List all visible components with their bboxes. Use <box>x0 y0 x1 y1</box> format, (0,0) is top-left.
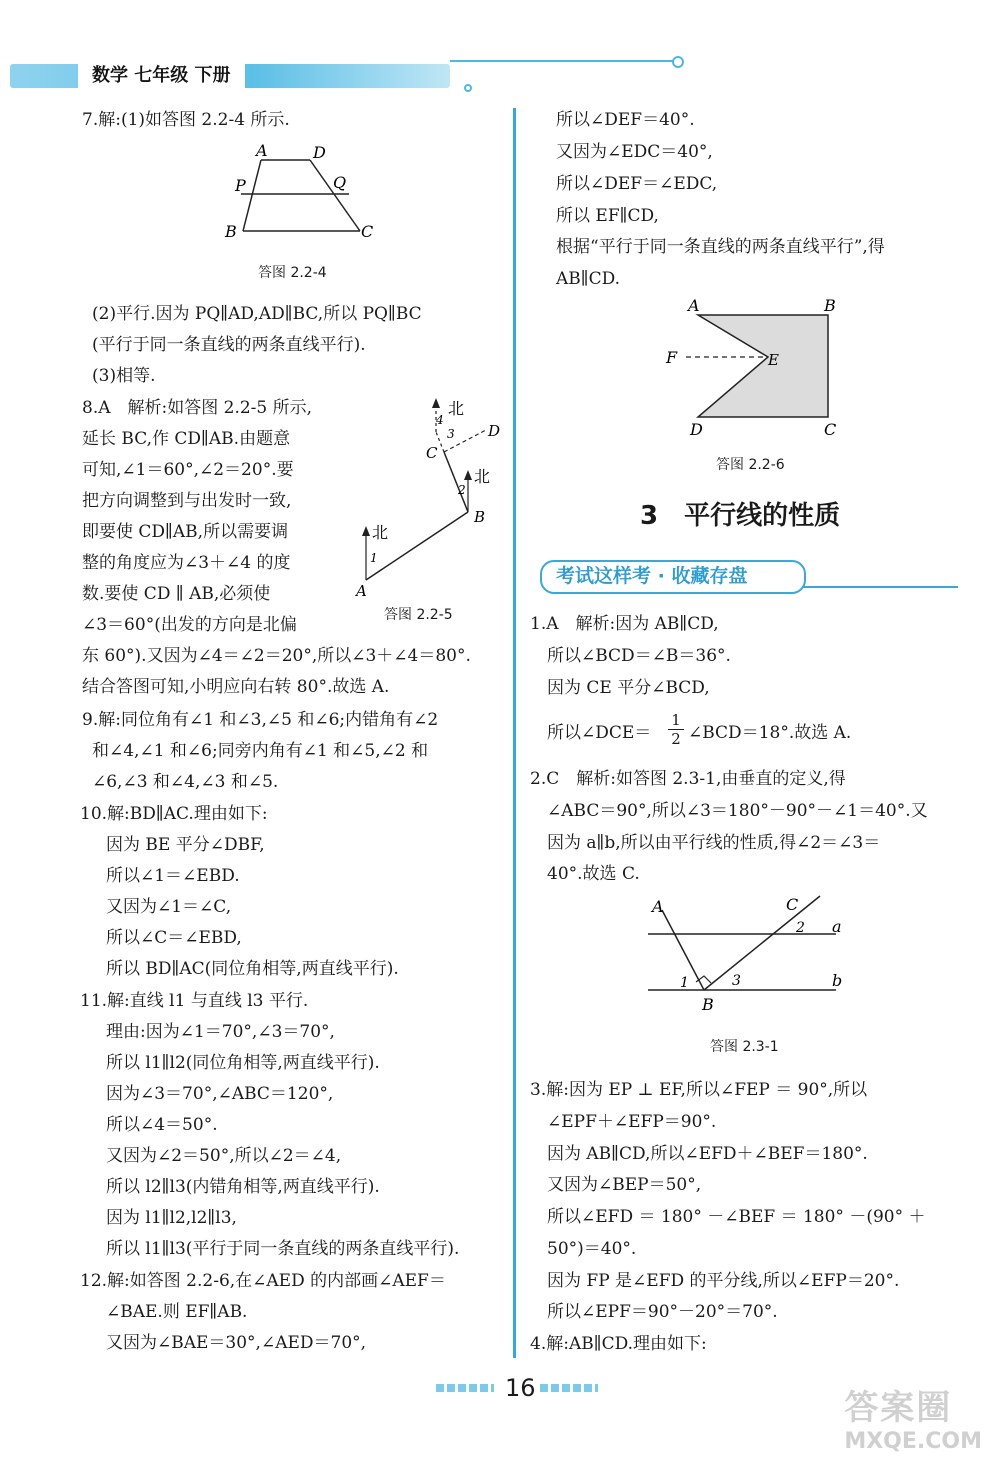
exam-3-line-1: 3.解:因为 EP ⊥ EF,所以∠FEP ＝ 90°,所以 <box>530 1080 868 1100</box>
answer-7-line-1: 7.解:(1)如答图 2.2-4 所示. <box>82 110 290 130</box>
book-title: 数学 七年级 下册 <box>78 62 245 90</box>
angle-1: 1 <box>370 551 378 565</box>
answer-12-line-9: AB∥CD. <box>556 269 621 289</box>
answer-11-line-9: 所以 l1∥l3(平行于同一条直线的两条直线平行). <box>106 1239 460 1259</box>
answer-8-line-5: 即要使 CD∥AB,所以需要调 <box>82 522 289 542</box>
header-dot-end <box>672 56 684 68</box>
answer-12-line-6: 所以∠DEF＝∠EDC, <box>556 174 718 194</box>
label-F: F <box>666 348 678 367</box>
label-B: B <box>702 995 714 1014</box>
figure-2-2-4 <box>215 138 395 248</box>
label-C: C <box>361 222 374 241</box>
answer-12-line-7: 所以 EF∥CD, <box>556 206 659 226</box>
answer-10-line-2: 因为 BE 平分∠DBF, <box>106 835 265 855</box>
exam-1-line-1: 1.A 解析:因为 AB∥CD, <box>530 614 719 634</box>
label-B: B <box>474 508 486 526</box>
answer-12-line-8: 根据“平行于同一条直线的两条直线平行”,得 <box>556 237 885 257</box>
figure-2-2-6 <box>660 295 860 445</box>
exam-banner <box>528 560 958 592</box>
label-D: D <box>690 420 703 439</box>
caption-fig-2-2-5: 答图 2.2-5 <box>384 607 453 623</box>
exam-2-line-1: 2.C 解析:如答图 2.3-1,由垂直的定义,得 <box>530 769 846 789</box>
answer-10-line-4: 又因为∠1＝∠C, <box>106 897 232 917</box>
answer-8-line-1: 8.A 解析:如答图 2.2-5 所示, <box>82 398 313 418</box>
exam-2-line-4: 40°.故选 C. <box>547 864 640 884</box>
watermark-url: MXQE.COM <box>844 1429 982 1454</box>
fraction-numerator: 1 <box>668 711 684 730</box>
exam-4-line-1: 4.解:AB∥CD.理由如下: <box>530 1334 707 1354</box>
answer-8-line-6: 整的角度应为∠3＋∠4 的度 <box>82 553 291 573</box>
fraction-one-half <box>668 711 684 748</box>
column-divider <box>513 108 516 1358</box>
figure-2-3-1 <box>640 890 860 1025</box>
label-C: C <box>786 895 799 914</box>
exam-1-line-3: 因为 CE 平分∠BCD, <box>547 678 710 698</box>
angle-4: 4 <box>436 413 444 427</box>
answer-10-line-1: 10.解:BD∥AC.理由如下: <box>80 804 268 824</box>
label-D: D <box>488 422 501 440</box>
page-header <box>10 60 680 96</box>
answer-8-line-4: 把方向调整到与出发时一致, <box>82 491 292 511</box>
label-A: A <box>688 296 700 315</box>
north-label-top: 北 <box>448 399 465 418</box>
answer-12-line-3: 又因为∠BAE＝30°,∠AED＝70°, <box>106 1333 367 1353</box>
angle-2: 2 <box>796 920 805 936</box>
exam-3-line-2: ∠EPF＋∠EFP＝90°. <box>547 1112 717 1132</box>
caption-fig-2-3-1: 答图 2.3-1 <box>710 1039 779 1055</box>
angle-3: 3 <box>447 427 455 441</box>
label-Q: Q <box>333 173 347 192</box>
label-A: A <box>652 897 664 916</box>
answer-8-line-3: 可知,∠1＝60°,∠2＝20°.要 <box>82 460 294 480</box>
figure-2-2-5 <box>350 390 510 605</box>
answer-11-line-6: 又因为∠2＝50°,所以∠2＝∠4, <box>106 1146 342 1166</box>
answer-10-line-3: 所以∠1＝∠EBD. <box>106 866 240 886</box>
answer-12-line-1: 12.解:如答图 2.2-6,在∠AED 的内部画∠AEF＝ <box>80 1271 446 1291</box>
answer-11-line-7: 所以 l2∥l3(内错角相等,两直线平行). <box>106 1177 380 1197</box>
answer-12-line-5: 又因为∠EDC＝40°, <box>556 142 713 162</box>
exam-3-line-8: 所以∠EPF＝90°－20°＝70°. <box>547 1302 778 1322</box>
watermark-logo-text: 答案圈 <box>844 1388 953 1428</box>
label-a: a <box>832 917 842 936</box>
answer-8-line-7: 数.要使 CD ∥ AB,必须使 <box>82 584 271 604</box>
label-P: P <box>235 176 246 195</box>
page-number-deco-right <box>540 1384 598 1392</box>
answer-10-line-5: 所以∠C＝∠EBD, <box>106 928 242 948</box>
caption-fig-2-2-4: 答图 2.2-4 <box>258 265 327 281</box>
exam-3-line-3: 因为 AB∥CD,所以∠EFD＋∠BEF＝180°. <box>547 1144 868 1164</box>
exam-3-line-7: 因为 FP 是∠EFD 的平分线,所以∠EFP＝20°. <box>547 1271 900 1291</box>
exam-1-line-2: 所以∠BCD＝∠B＝36°. <box>547 646 731 666</box>
exam-3-line-4: 又因为∠BEP＝50°, <box>547 1175 702 1195</box>
angle-2: 2 <box>458 483 466 497</box>
exam-2-line-3: 因为 a∥b,所以由平行线的性质,得∠2＝∠3＝ <box>547 833 881 853</box>
fraction-denominator: 2 <box>671 730 681 748</box>
header-rule <box>450 60 678 62</box>
label-b: b <box>832 971 843 990</box>
north-label-bottom: 北 <box>372 523 389 542</box>
answer-11-line-5: 所以∠4＝50°. <box>106 1115 218 1135</box>
exam-1-line-4: 所以∠DCE＝ <box>547 723 652 743</box>
exam-3-line-5: 所以∠EFD ＝ 180° －∠BEF ＝ 180° －(90° ＋ <box>547 1207 926 1227</box>
answer-11-line-1: 11.解:直线 l1 与直线 l3 平行. <box>80 991 309 1011</box>
answer-8-line-8: ∠3＝60°(出发的方向是北偏 <box>82 615 297 635</box>
answer-11-line-4: 因为∠3＝70°,∠ABC＝120°, <box>106 1084 334 1104</box>
answer-7-line-3: (平行于同一条直线的两条直线平行). <box>92 335 366 355</box>
page-number-deco-left <box>436 1384 494 1392</box>
north-label-middle: 北 <box>474 467 491 486</box>
answer-11-line-8: 因为 l1∥l2,l2∥l3, <box>106 1208 237 1228</box>
answer-8-line-2: 延长 BC,作 CD∥AB.由题意 <box>82 429 291 449</box>
header-dot-small <box>464 84 472 92</box>
answer-7-line-2: (2)平行.因为 PQ∥AD,AD∥BC,所以 PQ∥BC <box>92 304 422 324</box>
answer-11-line-3: 所以 l1∥l2(同位角相等,两直线平行). <box>106 1053 380 1073</box>
exam-1-line-5: ∠BCD＝18°.故选 A. <box>688 723 852 743</box>
exam-2-line-2: ∠ABC＝90°,所以∠3＝180°－90°－∠1＝40°.又 <box>547 801 928 821</box>
label-A: A <box>256 141 268 160</box>
label-E: E <box>768 351 779 369</box>
banner-text: 考试这样考 · 收藏存盘 <box>556 565 748 587</box>
angle-1: 1 <box>680 975 689 991</box>
label-D: D <box>313 143 326 162</box>
section-title: 3 平行线的性质 <box>640 501 841 531</box>
banner-rule <box>802 586 958 588</box>
label-B: B <box>824 296 836 315</box>
page-number: 16 <box>505 1374 536 1402</box>
answer-10-line-6: 所以 BD∥AC(同位角相等,两直线平行). <box>106 959 399 979</box>
answer-9-line-3: ∠6,∠3 和∠4,∠3 和∠5. <box>92 772 279 792</box>
watermark <box>844 1380 982 1454</box>
angle-3: 3 <box>732 973 741 989</box>
answer-12-line-2: ∠BAE.则 EF∥AB. <box>106 1302 248 1322</box>
answer-9-line-1: 9.解:同位角有∠1 和∠3,∠5 和∠6;内错角有∠2 <box>82 710 439 730</box>
answer-9-line-2: 和∠4,∠1 和∠6;同旁内角有∠1 和∠5,∠2 和 <box>92 741 429 761</box>
answer-8-line-10: 结合答图可知,小明应向右转 80°.故选 A. <box>82 677 390 697</box>
caption-fig-2-2-6: 答图 2.2-6 <box>716 457 785 473</box>
label-A: A <box>356 582 367 600</box>
answer-7-line-4: (3)相等. <box>92 366 156 386</box>
answer-11-line-2: 理由:因为∠1＝70°,∠3＝70°, <box>106 1022 335 1042</box>
answer-12-line-4: 所以∠DEF＝40°. <box>556 110 695 130</box>
answer-8-line-9: 东 60°).又因为∠4＝∠2＝20°,所以∠3＋∠4＝80°. <box>82 646 471 666</box>
label-B: B <box>225 222 237 241</box>
exam-3-line-6: 50°)＝40°. <box>547 1239 637 1259</box>
label-C: C <box>824 420 837 439</box>
label-C: C <box>426 444 438 462</box>
